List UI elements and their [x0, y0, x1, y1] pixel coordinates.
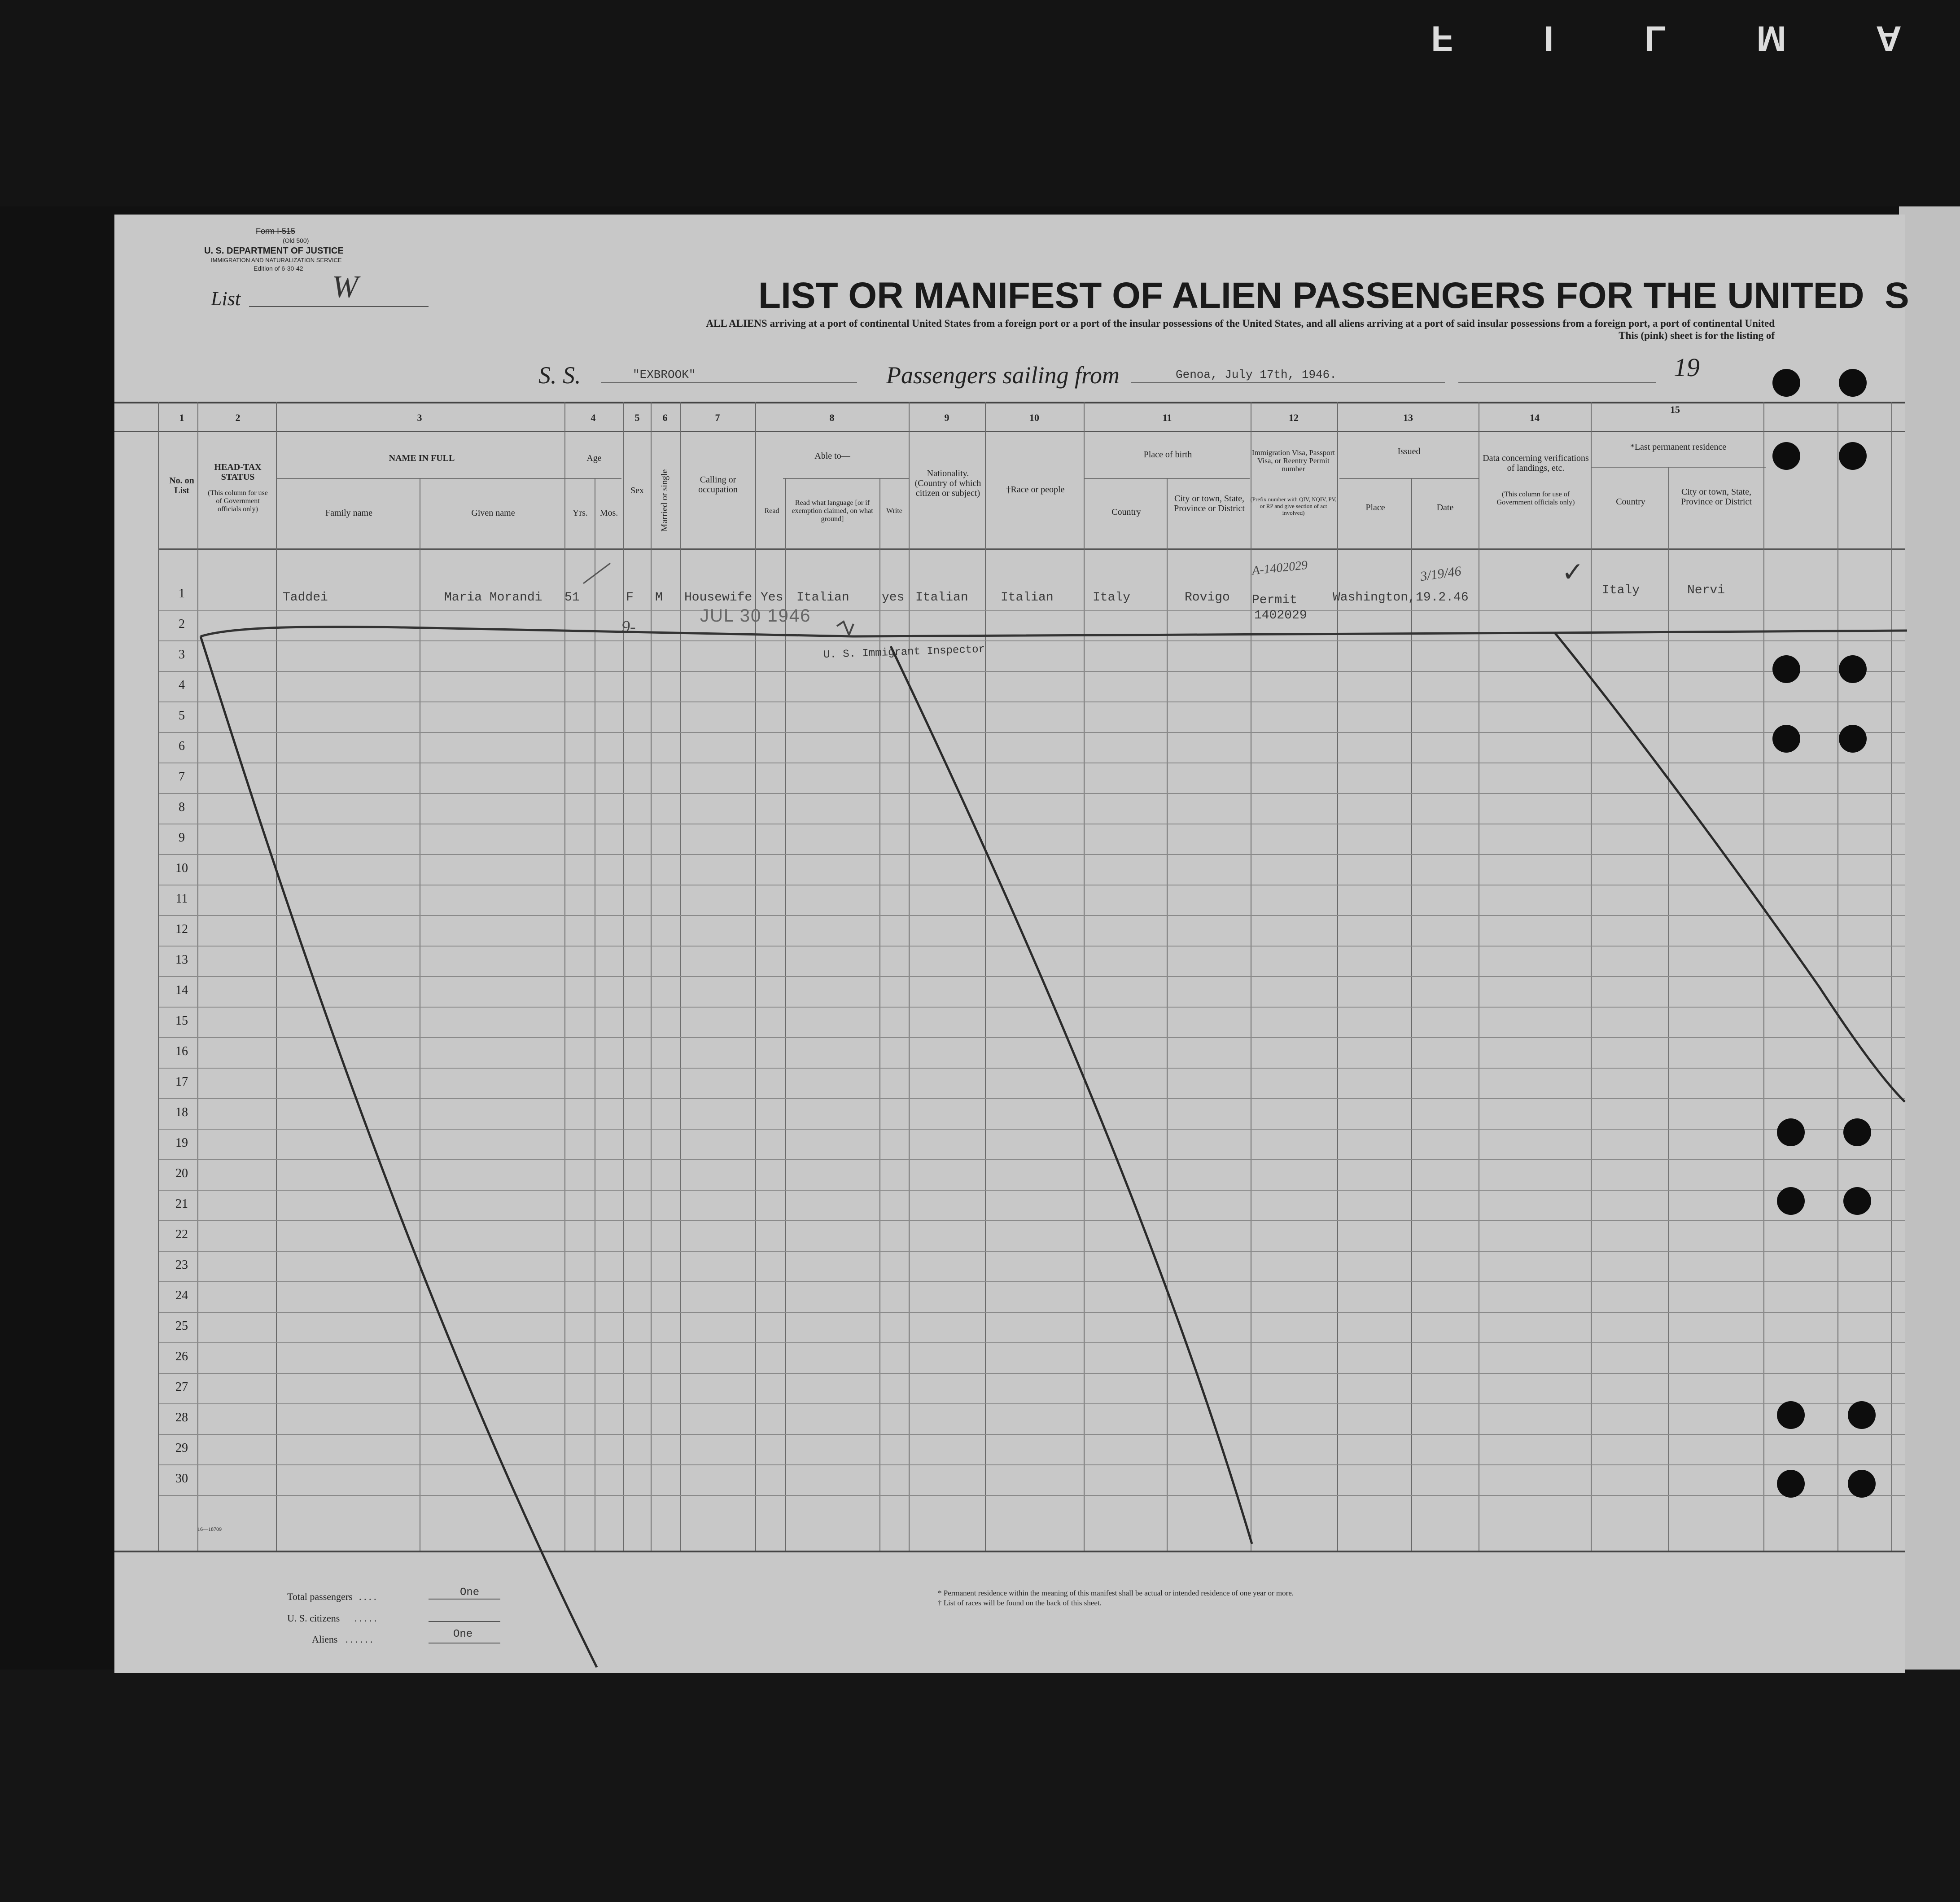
colnum-12: 12	[1289, 412, 1299, 423]
sailing-from: Genoa, July 17th, 1946.	[1176, 368, 1337, 381]
colnum-4: 4	[591, 412, 596, 423]
row-number: 27	[175, 1380, 188, 1394]
us-citizens-label: U. S. citizens	[287, 1613, 340, 1624]
punch-hole	[1777, 1401, 1805, 1429]
row-number: 11	[175, 892, 188, 906]
colnum-7: 7	[715, 412, 720, 423]
header-issued-place: Place	[1365, 503, 1385, 513]
dots: . . . . . .	[346, 1634, 373, 1645]
header-head-tax-note: (This column for use of Government officials only)	[208, 489, 268, 513]
entry-age: 51	[564, 591, 580, 605]
row-number: 28	[175, 1411, 188, 1424]
header-no-on-list: No. on List	[169, 476, 194, 495]
citizens-underline	[429, 1621, 500, 1622]
punch-hole	[1772, 725, 1800, 753]
row-number: 20	[175, 1166, 188, 1180]
manifest-title-cut: S	[1885, 275, 1909, 316]
header-given-name: Given name	[471, 508, 515, 518]
row-number: 21	[175, 1197, 188, 1211]
header-able-to: Able to—	[814, 451, 850, 461]
row-number: 6	[179, 739, 185, 753]
header-last-residence: *Last permanent residence	[1630, 442, 1727, 452]
colnum-6: 6	[662, 412, 668, 423]
row-number: 1	[179, 587, 185, 600]
punch-hole	[1839, 369, 1867, 397]
punch-hole	[1839, 442, 1867, 470]
row-number: 18	[175, 1105, 188, 1119]
form-old: (Old 500)	[283, 237, 309, 244]
entry-visa-type: Permit	[1252, 593, 1297, 607]
department: U. S. DEPARTMENT OF JUSTICE	[204, 246, 344, 256]
punch-hole	[1777, 1187, 1805, 1215]
header-nationality: Nationality. (Country of which citizen or subject)	[914, 469, 981, 498]
row-number: 16	[175, 1044, 188, 1058]
colnum-10: 10	[1029, 412, 1039, 423]
edition: Edition of 6-30-42	[254, 265, 303, 272]
entry-date-handwritten: 3/19/46	[1419, 563, 1462, 584]
manifest-subtitle-2: This (pink) sheet is for the listing of	[1619, 330, 1775, 341]
header-married: Married or single	[660, 469, 669, 532]
manifest-subtitle: ALL ALIENS arriving at a port of continental United States from a foreign port or a port of the insular possessions of the United States, and all aliens arriving at a port of said insular possessions from a foreign port, a port of continental United	[706, 318, 1775, 329]
entry-nationality: Italian	[915, 591, 968, 605]
header-issued: Issued	[1397, 447, 1421, 456]
header-landing: Data concerning verifications of landings, etc.	[1483, 453, 1589, 473]
row-number: 10	[175, 861, 188, 875]
row-number: 30	[175, 1472, 188, 1486]
entry-read: Yes	[761, 591, 783, 605]
row-number: 19	[175, 1136, 188, 1150]
punch-hole	[1839, 655, 1867, 683]
total-underline	[429, 1599, 500, 1600]
entry-res-country: Italy	[1602, 583, 1640, 597]
row-number: 5	[179, 709, 185, 723]
row-number: 26	[175, 1350, 188, 1363]
entry-family-name: Taddei	[283, 591, 328, 605]
inspection-date-stamp: JUL 30 1946	[700, 606, 811, 626]
row-number: 7	[179, 770, 185, 784]
row-number: 8	[179, 800, 185, 814]
row-number: 3	[179, 648, 185, 662]
entry-sex: F	[626, 591, 634, 605]
punch-hole	[1772, 655, 1800, 683]
list-label: List	[211, 288, 241, 310]
header-read: Read	[764, 507, 779, 515]
row-number: 14	[175, 983, 188, 997]
colnum-3: 3	[417, 412, 422, 423]
row-number: 2	[179, 617, 185, 631]
header-head-tax: HEAD-TAX STATUS	[214, 462, 262, 482]
row-number: 13	[175, 953, 188, 967]
manifest-title: LIST OR MANIFEST OF ALIEN PASSENGERS FOR THE UNITED	[758, 275, 1864, 316]
header-family-name: Family name	[325, 508, 372, 518]
stamp-mark: 9-	[621, 618, 636, 636]
header-landing-note: (This column for use of Government officials only)	[1496, 491, 1575, 506]
punch-hole	[1772, 442, 1800, 470]
header-visa: Immigration Visa, Passport Visa, or Reentry Permit number	[1251, 448, 1335, 473]
row-number: 15	[175, 1014, 188, 1028]
row-number: 24	[175, 1288, 188, 1302]
entry-issued-place: Washington,	[1333, 591, 1416, 605]
header-birth-country: Country	[1111, 507, 1141, 517]
ship-name: "EXBROOK"	[633, 368, 696, 381]
colnum-2: 2	[235, 412, 241, 423]
entry-language: Italian	[796, 591, 849, 605]
header-yrs: Yrs.	[573, 508, 588, 518]
header-place-of-birth: Place of birth	[1143, 450, 1192, 460]
header-res-country: Country	[1616, 497, 1645, 507]
row-number: 9	[179, 831, 185, 845]
header-res-city: City or town, State, Province or District	[1681, 487, 1752, 507]
punch-hole	[1843, 1118, 1871, 1146]
row-number: 12	[175, 922, 188, 936]
entry-visa-number: 1402029	[1254, 609, 1307, 622]
entry-married: M	[655, 591, 663, 605]
row-number: 22	[175, 1227, 188, 1241]
total-passengers-value: One	[460, 1586, 480, 1599]
colnum-11: 11	[1162, 412, 1172, 423]
entry-check-mark: ✓	[1562, 557, 1584, 587]
entry-occupation: Housewife	[684, 591, 752, 605]
header-race: †Race or people	[1006, 485, 1065, 495]
header-mos: Mos.	[599, 508, 618, 518]
row-number: 23	[175, 1258, 188, 1272]
row-number: 25	[175, 1319, 188, 1333]
entry-res-city: Nervi	[1687, 583, 1725, 597]
list-value: W	[332, 270, 359, 304]
inspector-stamp: U. S. Immigrant Inspector	[823, 643, 985, 662]
sailing-label: Passengers sailing from	[886, 362, 1120, 389]
aliens-label: Aliens	[312, 1634, 338, 1645]
colnum-8: 8	[829, 412, 835, 423]
header-age: Age	[586, 453, 602, 463]
header-birth-city: City or town, State, Province or District	[1174, 494, 1245, 513]
entry-write: yes	[882, 591, 905, 605]
punch-hole	[1848, 1470, 1876, 1498]
header-name-in-full: NAME IN FULL	[389, 453, 455, 463]
header-issued-date: Date	[1436, 503, 1454, 513]
punch-hole	[1839, 725, 1867, 753]
row-number: 17	[175, 1075, 188, 1089]
header-visa-note: (Prefix number with QIV, NQIV, PV, or RP and give section of act involved)	[1250, 496, 1337, 516]
colnum-15: 15	[1670, 404, 1680, 415]
entry-issued-date: 19.2.46	[1416, 591, 1469, 605]
footnote-races: † List of races will be found on the back of this sheet.	[938, 1599, 1102, 1607]
header-write: Write	[886, 507, 902, 515]
punch-hole	[1848, 1401, 1876, 1429]
punch-hole	[1843, 1187, 1871, 1215]
row-number: 4	[179, 678, 185, 692]
colnum-14: 14	[1530, 412, 1540, 423]
punch-hole	[1777, 1118, 1805, 1146]
year-label: 19	[1674, 353, 1700, 382]
printer-code: 16—18709	[197, 1526, 222, 1532]
colnum-1: 1	[179, 412, 184, 423]
punch-hole	[1772, 369, 1800, 397]
entry-birth-country: Italy	[1093, 591, 1131, 605]
form-id: Form I-515	[256, 227, 296, 236]
service: IMMIGRATION AND NATURALIZATION SERVICE	[211, 257, 342, 263]
total-passengers-label: Total passengers	[287, 1591, 353, 1602]
colnum-13: 13	[1403, 412, 1413, 423]
dots: . . . . .	[354, 1613, 377, 1624]
aliens-value: One	[453, 1628, 473, 1640]
entry-birth-city: Rovigo	[1185, 591, 1230, 605]
entry-given-name: Maria Morandi	[444, 591, 542, 605]
ss-label: S. S.	[538, 362, 581, 389]
header-read-language: Read what language [or if exemption claimed, on what ground]	[792, 499, 873, 523]
punch-hole	[1777, 1470, 1805, 1498]
colnum-5: 5	[634, 412, 640, 423]
header-sex: Sex	[630, 486, 644, 495]
footnote-residence: * Permanent residence within the meaning of this manifest shall be actual or intended residence of one year or more.	[938, 1589, 1294, 1597]
dots: . . . .	[359, 1591, 376, 1602]
row-number: 29	[175, 1441, 188, 1455]
entry-race: Italian	[1001, 591, 1054, 605]
header-calling: Calling or occupation	[698, 475, 738, 495]
entry-visa-handwritten: A-1402029	[1251, 558, 1308, 578]
colnum-9: 9	[944, 412, 949, 423]
film-mark: F I L M A	[1431, 19, 1942, 59]
